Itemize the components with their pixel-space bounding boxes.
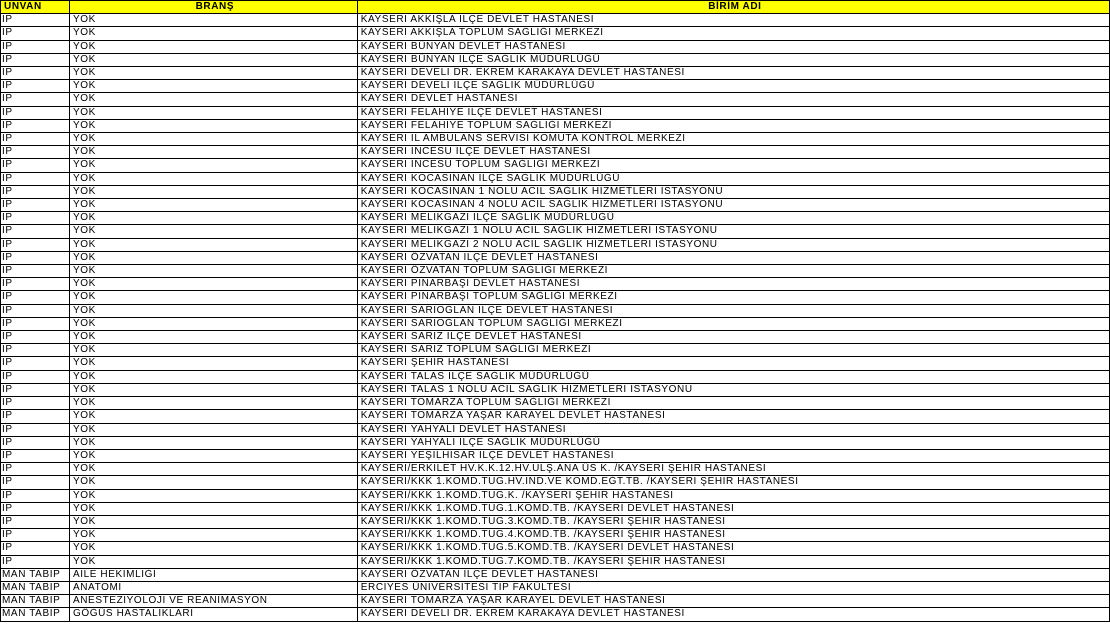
birim-adi-cell: KAYSERİ YAHYALI İLÇE SAĞLIK MÜDÜRLÜĞÜ [357,436,1109,449]
unvan-cell: İP [1,344,70,357]
table-row [1,53,1110,66]
brans-cell: ANATOMİ [69,581,357,594]
brans-cell: YOK [69,291,357,304]
unvan-cell: MAN TABİP [1,568,70,581]
table-row [1,529,1110,542]
brans-cell: YOK [69,40,357,53]
brans-cell: YOK [69,383,357,396]
brans-cell: ANESTEZİYOLOJİ VE REANİMASYON [69,595,357,608]
brans-cell: YOK [69,199,357,212]
table-row [1,383,1110,396]
brans-cell: YOK [69,317,357,330]
brans-cell: YOK [69,212,357,225]
table-row [1,225,1110,238]
table-row [1,146,1110,159]
unvan-cell: İP [1,449,70,462]
unvan-cell: İP [1,251,70,264]
birim-adi-cell: KAYSERİ TOMARZA YAŞAR KARAYEL DEVLET HASTANESİ [357,595,1109,608]
birim-adi-cell: KAYSERİ/KKK 1.KOMD.TUG.4.KOMD.TB. /KAYSERİ ŞEHİR HASTANESİ [357,529,1109,542]
brans-cell: YOK [69,185,357,198]
table-row [1,423,1110,436]
table-row [1,159,1110,172]
brans-cell: YOK [69,410,357,423]
table-row [1,93,1110,106]
table-row [1,568,1110,581]
brans-cell: YOK [69,251,357,264]
birim-adi-cell: KAYSERİ SARIZ TOPLUM SAĞLIĞI MERKEZİ [357,344,1109,357]
birim-adi-cell: KAYSERİ YAHYALI DEVLET HASTANESİ [357,423,1109,436]
birim-adi-cell: KAYSERİ DEVELİ İLÇE SAĞLIK MÜDÜRLÜĞÜ [357,80,1109,93]
brans-cell: YOK [69,80,357,93]
birim-adi-cell: KAYSERİ YEŞİLHİSAR İLÇE DEVLET HASTANESİ [357,449,1109,462]
brans-cell: YOK [69,225,357,238]
birim-adi-cell: KAYSERİ TALAS 1 NOLU ACİL SAĞLIK HİZMETLERİ İSTASYONU [357,383,1109,396]
birim-adi-cell: KAYSERİ/KKK 1.KOMD.TUG.7.KOMD.TB. /KAYSERİ ŞEHİR HASTANESİ [357,555,1109,568]
birim-adi-cell: KAYSERİ SARIZ İLÇE DEVLET HASTANESİ [357,331,1109,344]
unvan-cell: İP [1,40,70,53]
unvan-cell: İP [1,172,70,185]
unvan-cell: İP [1,383,70,396]
unvan-cell: İP [1,357,70,370]
unvan-cell: İP [1,317,70,330]
table-row [1,489,1110,502]
unvan-cell: İP [1,410,70,423]
unvan-cell: İP [1,14,70,27]
brans-cell: YOK [69,119,357,132]
unvan-cell: İP [1,185,70,198]
unvan-cell: İP [1,80,70,93]
brans-cell: YOK [69,304,357,317]
table-row [1,555,1110,568]
unvan-cell: İP [1,119,70,132]
birim-adi-cell: KAYSERİ İL AMBULANS SERVİSİ KOMUTA KONTROL MERKEZİ [357,133,1109,146]
unvan-cell: İP [1,489,70,502]
brans-cell: YOK [69,370,357,383]
unvan-cell: İP [1,304,70,317]
table-row [1,40,1110,53]
unvan-cell: İP [1,27,70,40]
birim-adi-cell: KAYSERİ TALAS İLÇE SAĞLIK MÜDÜRLÜĞÜ [357,370,1109,383]
birim-adi-cell: ERCİYES ÜNİVERSİTESİ TIP FAKÜLTESİ [357,581,1109,594]
table-row [1,119,1110,132]
brans-cell: YOK [69,423,357,436]
table-row [1,106,1110,119]
birim-adi-cell: KAYSERİ KOCASİNAN İLÇE SAĞLIK MÜDÜRLÜĞÜ [357,172,1109,185]
birim-adi-cell: KAYSERİ AKKIŞLA TOPLUM SAĞLIĞI MERKEZİ [357,27,1109,40]
birim-adi-cell: KAYSERİ BÜNYAN DEVLET HASTANESİ [357,40,1109,53]
brans-cell: YOK [69,238,357,251]
brans-cell: YOK [69,93,357,106]
birim-adi-cell: KAYSERİ/KKK 1.KOMD.TUG.HV.İND.VE KOMD.EĞT.TB. /KAYSERİ ŞEHİR HASTANESİ [357,476,1109,489]
brans-cell: YOK [69,463,357,476]
birim-adi-cell: KAYSERİ KOCASİNAN 1 NOLU ACİL SAĞLIK HİZMETLERİ İSTASYONU [357,185,1109,198]
birim-adi-cell: KAYSERİ/ERKİLET HV.K.K.12.HV.ULŞ.ANA ÜS K. /KAYSERİ ŞEHİR HASTANESİ [357,463,1109,476]
column-header-birim-adi: BİRİM ADI [357,1,1109,14]
unvan-cell: MAN TABİP [1,608,70,621]
brans-cell: YOK [69,146,357,159]
unvan-cell: İP [1,93,70,106]
birim-adi-cell: KAYSERİ ÖZVATAN TOPLUM SAĞLIĞI MERKEZİ [357,265,1109,278]
table-row [1,436,1110,449]
table-row [1,185,1110,198]
brans-cell: YOK [69,133,357,146]
brans-cell: YOK [69,476,357,489]
unvan-cell: İP [1,555,70,568]
birim-adi-cell: KAYSERİ BÜNYAN İLÇE SAĞLIK MÜDÜRLÜĞÜ [357,53,1109,66]
birim-adi-cell: KAYSERİ İNCESU İLÇE DEVLET HASTANESİ [357,146,1109,159]
brans-cell: YOK [69,449,357,462]
unvan-cell: İP [1,476,70,489]
unvan-cell: İP [1,515,70,528]
table-row [1,291,1110,304]
unvan-cell: İP [1,133,70,146]
unvan-cell: İP [1,199,70,212]
table-row [1,14,1110,27]
table-row [1,304,1110,317]
brans-cell: YOK [69,106,357,119]
unvan-cell: İP [1,278,70,291]
unvan-cell: İP [1,225,70,238]
birim-adi-cell: KAYSERİ MELİKGAZİ 1 NOLU ACİL SAĞLIK HİZMETLERİ İSTASYONU [357,225,1109,238]
birim-adi-cell: KAYSERİ/KKK 1.KOMD.TUG.3.KOMD.TB. /KAYSERİ ŞEHİR HASTANESİ [357,515,1109,528]
table-row [1,449,1110,462]
table-body [1,14,1110,621]
unvan-cell: İP [1,146,70,159]
header-row [1,1,1110,14]
table-row [1,581,1110,594]
birim-adi-cell: KAYSERİ FELAHİYE İLÇE DEVLET HASTANESİ [357,106,1109,119]
birim-adi-cell: KAYSERİ SARIOĞLAN İLÇE DEVLET HASTANESİ [357,304,1109,317]
unvan-cell: İP [1,463,70,476]
table-row [1,476,1110,489]
brans-cell: YOK [69,53,357,66]
birim-adi-cell: KAYSERİ DEVLET HASTANESİ [357,93,1109,106]
table-row [1,27,1110,40]
brans-cell: YOK [69,529,357,542]
unvan-cell: İP [1,423,70,436]
brans-cell: AİLE HEKİMLİĞİ [69,568,357,581]
brans-cell: YOK [69,436,357,449]
unvan-cell: İP [1,370,70,383]
birim-adi-cell: KAYSERİ/KKK 1.KOMD.TUG.5.KOMD.TB. /KAYSERİ DEVLET HASTANESİ [357,542,1109,555]
column-header-brans: BRANŞ [69,1,357,14]
unvan-cell: İP [1,397,70,410]
birim-adi-cell: KAYSERİ TOMARZA TOPLUM SAĞLIĞI MERKEZİ [357,397,1109,410]
brans-cell: YOK [69,172,357,185]
unvan-cell: İP [1,106,70,119]
unvan-cell: İP [1,331,70,344]
birim-adi-cell: KAYSERİ KOCASİNAN 4 NOLU ACİL SAĞLIK HİZMETLERİ İSTASYONU [357,199,1109,212]
unvan-cell: İP [1,265,70,278]
unvan-cell: MAN TABİP [1,581,70,594]
table-row [1,595,1110,608]
table-row [1,317,1110,330]
birim-adi-cell: KAYSERİ DEVELİ DR. EKREM KARAKAYA DEVLET HASTANESİ [357,608,1109,621]
unvan-cell: MAN TABİP [1,595,70,608]
table-row [1,278,1110,291]
birim-adi-cell: KAYSERİ/KKK 1.KOMD.TUG.K. /KAYSERİ ŞEHİR HASTANESİ [357,489,1109,502]
birim-adi-cell: KAYSERİ ÖZVATAN İLÇE DEVLET HASTANESİ [357,568,1109,581]
unvan-cell: İP [1,502,70,515]
unvan-cell: İP [1,436,70,449]
table-row [1,199,1110,212]
unvan-cell: İP [1,291,70,304]
brans-cell: YOK [69,27,357,40]
unvan-cell: İP [1,53,70,66]
column-header-unvan: UNVAN [1,1,70,14]
brans-cell: YOK [69,67,357,80]
birim-adi-cell: KAYSERİ PINARBAŞI TOPLUM SAĞLIĞI MERKEZİ [357,291,1109,304]
brans-cell: YOK [69,542,357,555]
brans-cell: GÖĞÜS HASTALIKLARI [69,608,357,621]
table-row [1,397,1110,410]
table-row [1,172,1110,185]
table-row [1,542,1110,555]
birim-adi-cell: KAYSERİ İNCESU TOPLUM SAĞLIĞI MERKEZİ [357,159,1109,172]
birim-adi-cell: KAYSERİ TOMARZA YAŞAR KARAYEL DEVLET HASTANESİ [357,410,1109,423]
birim-adi-cell: KAYSERİ SARIOĞLAN TOPLUM SAĞLIĞI MERKEZİ [357,317,1109,330]
table-row [1,331,1110,344]
unvan-cell: İP [1,212,70,225]
brans-cell: YOK [69,278,357,291]
table-header [1,1,1110,14]
brans-cell: YOK [69,331,357,344]
table-row [1,238,1110,251]
brans-cell: YOK [69,265,357,278]
table-row [1,133,1110,146]
birim-adi-cell: KAYSERİ DEVELİ DR. EKREM KARAKAYA DEVLET HASTANESİ [357,67,1109,80]
table-row [1,608,1110,621]
brans-cell: YOK [69,397,357,410]
table-row [1,410,1110,423]
birim-adi-cell: KAYSERİ ÖZVATAN İLÇE DEVLET HASTANESİ [357,251,1109,264]
table-row [1,265,1110,278]
birim-adi-cell: KAYSERİ MELİKGAZİ İLÇE SAĞLIK MÜDÜRLÜĞÜ [357,212,1109,225]
birim-adi-cell: KAYSERİ AKKIŞLA İLÇE DEVLET HASTANESİ [357,14,1109,27]
unvan-cell: İP [1,238,70,251]
table-row [1,502,1110,515]
table-row [1,357,1110,370]
brans-cell: YOK [69,489,357,502]
birim-adi-cell: KAYSERİ PINARBAŞI DEVLET HASTANESİ [357,278,1109,291]
table-row [1,212,1110,225]
table-row [1,251,1110,264]
brans-cell: YOK [69,555,357,568]
table-row [1,515,1110,528]
birim-adi-cell: KAYSERİ ŞEHİR HASTANESİ [357,357,1109,370]
birim-adi-cell: KAYSERİ MELİKGAZİ 2 NOLU ACİL SAĞLIK HİZMETLERİ İSTASYONU [357,238,1109,251]
brans-cell: YOK [69,159,357,172]
brans-cell: YOK [69,14,357,27]
unvan-cell: İP [1,542,70,555]
unvan-cell: İP [1,529,70,542]
birim-adi-cell: KAYSERİ/KKK 1.KOMD.TUG.1.KOMD.TB. /KAYSERİ DEVLET HASTANESİ [357,502,1109,515]
table-row [1,370,1110,383]
birim-adi-cell: KAYSERİ FELAHİYE TOPLUM SAĞLIĞI MERKEZİ [357,119,1109,132]
brans-cell: YOK [69,357,357,370]
brans-cell: YOK [69,515,357,528]
brans-cell: YOK [69,502,357,515]
table-row [1,67,1110,80]
unvan-cell: İP [1,159,70,172]
unvan-cell: İP [1,67,70,80]
table-row [1,463,1110,476]
table-row [1,344,1110,357]
table-row [1,80,1110,93]
brans-cell: YOK [69,344,357,357]
